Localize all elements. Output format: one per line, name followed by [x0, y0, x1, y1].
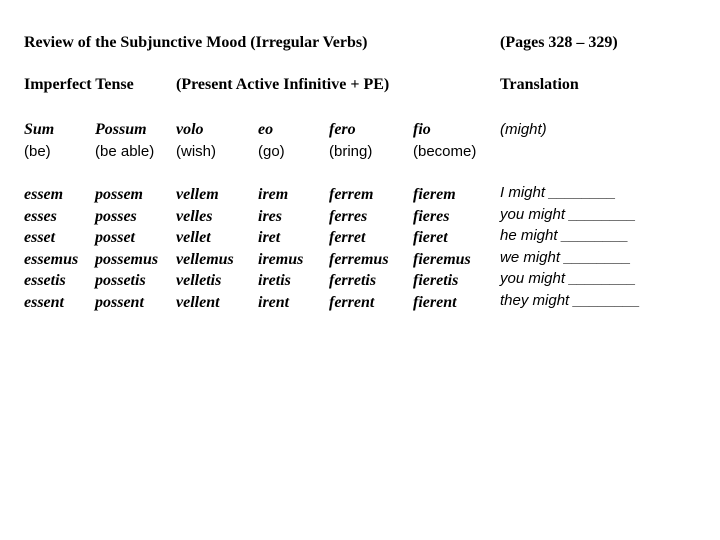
verb-form: fierem [413, 186, 456, 203]
verb-form: ferrem [329, 186, 374, 203]
verb-form: irem [258, 186, 289, 203]
verb-meaning: (bring) [329, 143, 373, 160]
verb-latin: fero [329, 121, 356, 138]
page-title: Review of the Subjunctive Mood (Irregular Verbs) [24, 34, 368, 51]
verb-form: irent [258, 293, 290, 311]
verb-meaning: (be able) [95, 143, 155, 160]
verb-form: essetis [24, 272, 66, 290]
verb-form: possetis [95, 272, 146, 290]
verb-latin: fio [413, 121, 431, 138]
verb-form: esset [24, 229, 56, 247]
verb-column-fero [329, 119, 389, 314]
translation-line: he might ________ [500, 227, 629, 245]
translation-line: you might ________ [500, 270, 636, 288]
verb-latin: volo [176, 121, 204, 138]
verb-meaning: (wish) [176, 143, 216, 160]
translation-line: we might ________ [500, 248, 631, 266]
verb-form: vellemus [176, 250, 234, 268]
verb-form: ferres [329, 207, 368, 225]
verb-form: possent [95, 293, 144, 311]
verb-form: possem [95, 186, 143, 203]
translation-heading: Translation [500, 76, 579, 93]
translation-heading-might [500, 119, 547, 141]
verb-form: essent [24, 293, 64, 311]
verb-latin: eo [258, 121, 274, 138]
verb-form: ferret [329, 229, 366, 247]
verb-column-eo [258, 119, 303, 314]
verb-form: ferretis [329, 272, 377, 290]
verb-meaning: (go) [258, 143, 285, 160]
translation-line: I might ________ [500, 184, 616, 201]
verb-meaning: (become) [413, 143, 477, 160]
verb-form: esses [24, 207, 57, 225]
verb-latin: Sum [24, 121, 55, 138]
verb-form: posset [95, 229, 135, 247]
translation-line: they might ________ [500, 291, 641, 309]
tense-heading: Imperfect Tense [24, 76, 134, 93]
verb-form: fierent [413, 293, 457, 311]
verb-form: velles [176, 207, 213, 225]
verb-column-volo [176, 119, 234, 314]
verb-form: iremus [258, 250, 304, 268]
verb-form: vellent [176, 293, 220, 311]
verb-form: fieremus [413, 250, 471, 268]
verb-form: fieres [413, 207, 450, 225]
verb-column-sum [24, 119, 78, 314]
verb-form: possemus [95, 250, 159, 268]
verb-form: iretis [258, 272, 291, 290]
verb-form: ferremus [329, 250, 389, 268]
verb-form: fieret [413, 229, 448, 247]
translation-line: you might ________ [500, 205, 636, 223]
verb-form: essemus [24, 250, 79, 268]
verb-form: essem [24, 186, 64, 203]
verb-form: vellet [176, 229, 211, 247]
verb-form: ferrent [329, 293, 375, 311]
translation-might-label: (might) [500, 121, 547, 138]
verb-latin: Possum [95, 121, 147, 138]
verb-column-fio [413, 119, 476, 314]
page-range: (Pages 328 – 329) [500, 34, 618, 51]
verb-meaning: (be) [24, 143, 51, 160]
verb-form: vellem [176, 186, 219, 203]
verb-form: posses [95, 207, 137, 225]
verb-form: iret [258, 229, 281, 247]
verb-form: velletis [176, 272, 222, 290]
verb-column-possum [95, 119, 158, 314]
verb-form: fieretis [413, 272, 459, 290]
formula-heading: (Present Active Infinitive + PE) [176, 76, 390, 93]
verb-form: ires [258, 207, 282, 225]
translation-list [500, 182, 640, 312]
